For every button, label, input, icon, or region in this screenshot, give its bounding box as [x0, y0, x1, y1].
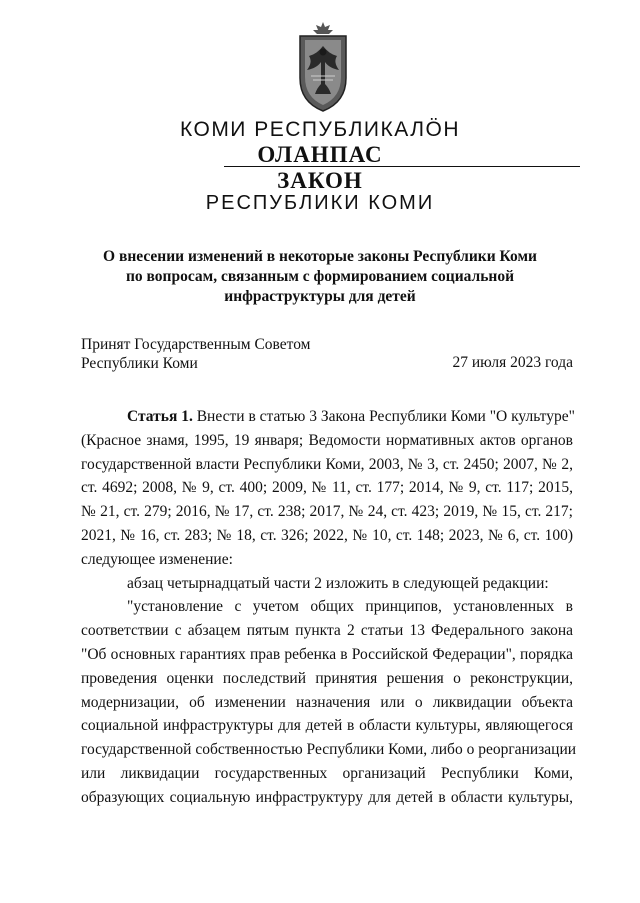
quote-line: проведения оценки последствий принятия решения о реконструкции, [81, 669, 573, 687]
quote-line: "установление с учетом общих принципов, установленных в [127, 598, 573, 616]
article-text: Внести в статью 3 Закона Республики Коми "О культуре" [192, 408, 575, 425]
quote-line: образующих социальную инфраструктуру для детей в области культуры, [81, 788, 573, 806]
body-line: ст. 4692; 2008, № 9, ст. 400; 2009, № 11, ст. 177; 2014, № 9, ст. 117; 2015, [81, 479, 573, 497]
header-republic: РЕСПУБЛИКИ КОМИ [205, 192, 435, 214]
body-line: (Красное знамя, 1995, 19 января; Ведомости нормативных актов органов [81, 431, 573, 449]
header-komi: КОМИ РЕСПУБЛИКАЛӦН [179, 118, 460, 141]
adopted-line: Принят Государственным Советом [81, 336, 311, 353]
adopted-line: Республики Коми [81, 355, 198, 372]
law-title-line: по вопросам, связанным с формированием социальной [125, 268, 515, 285]
quote-line: или ликвидации государственных организаций Республики Коми, [81, 764, 573, 782]
law-body [81, 405, 577, 810]
header-zakon: ЗАКОН [277, 168, 363, 193]
quote-line: государственной собственностью Республики Коми, либо о реорганизации [81, 741, 577, 759]
law-title-line: инфраструктуры для детей [224, 288, 416, 305]
body-line: государственной власти Республики Коми, 2003, № 3, ст. 2450; 2007, № 2, [81, 455, 573, 473]
article-label: Статья 1. [127, 408, 193, 425]
header-divider [224, 166, 580, 167]
law-title-line: О внесении изменений в некоторые законы Республики Коми [103, 248, 537, 265]
article-1-first-line [81, 405, 573, 429]
law-title [60, 247, 580, 307]
quote-line: социальной инфраструктуры для детей в области культуры, являющегося [81, 717, 573, 735]
body-line: 2021, № 16, ст. 283; № 18, ст. 326; 2022, № 10, ст. 148; 2023, № 6, ст. 100) [81, 526, 573, 544]
komi-coat-of-arms-icon [295, 18, 351, 114]
quote-line: "Об основных гарантиях прав ребенка в Российской Федерации", порядка [81, 645, 573, 663]
adopted-by [81, 335, 311, 373]
adoption-date: 27 июля 2023 года [452, 354, 573, 371]
quote-line: соответствии с абзацем пятым пункта 2 статьи 13 Федерального закона [81, 622, 573, 640]
body-line: следующее изменение: [81, 550, 233, 568]
paragraph-line: абзац четырнадцатый части 2 изложить в следующей редакции: [127, 574, 549, 592]
header-olanpas: ОЛАНПАС [257, 142, 383, 167]
body-line: № 21, ст. 279; 2016, № 17, ст. 238; 2017, № 24, ст. 423; 2019, № 15, ст. 217; [81, 503, 573, 521]
quote-line: модернизации, об изменении назначения или о ликвидации объекта [81, 693, 573, 711]
